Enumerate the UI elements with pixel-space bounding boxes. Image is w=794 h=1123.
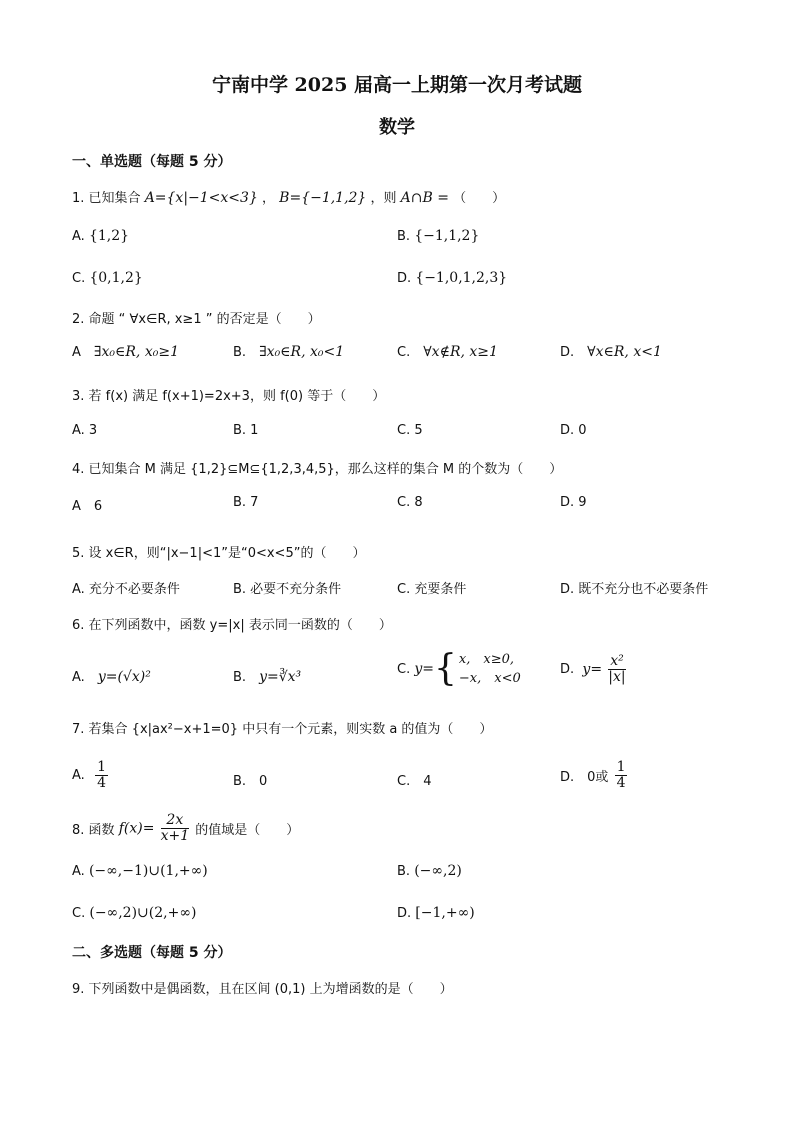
q7-option-b: B. 0 xyxy=(233,774,268,789)
q7-option-c: C. 4 xyxy=(397,774,432,789)
q2-option-c xyxy=(397,341,498,360)
q1-prefix: 1. 已知集合 xyxy=(72,191,141,206)
option-value: ∃x₀∈R, x₀≥1 xyxy=(93,344,179,360)
option-lhs: y= xyxy=(582,661,603,678)
q1-sep: ， xyxy=(262,191,276,206)
option-value: {0,1,2} xyxy=(89,270,143,286)
q8-option-b xyxy=(397,863,462,879)
section-heading-single: 一、单选题（每题 5 分） xyxy=(72,154,232,170)
q4-option-b: B. 7 xyxy=(233,495,259,510)
q6-option-b xyxy=(233,666,301,685)
q8-suffix: 的值域是（ ） xyxy=(195,823,300,838)
q8-option-d xyxy=(397,905,475,921)
q7-option-d xyxy=(560,760,629,791)
option-label: D. xyxy=(560,345,575,360)
q7-option-a xyxy=(72,760,110,791)
fraction xyxy=(95,760,108,791)
question-9: 9. 下列函数中是偶函数，且在区间 (0,1) 上为增函数的是（ ） xyxy=(72,982,453,997)
q2-option-b xyxy=(233,341,344,360)
question-2: 2. 命题 “ ∀x∈R, x≥1 ” 的否定是（ ） xyxy=(72,312,321,327)
option-value: ∀x∉R, x≥1 xyxy=(423,344,498,360)
option-label: A. xyxy=(72,768,85,783)
option-label: A xyxy=(72,345,81,360)
option-label: B. xyxy=(397,864,411,879)
question-6: 6. 在下列函数中，函数 y=|x| 表示同一函数的（ ） xyxy=(72,618,392,633)
q6-option-c xyxy=(397,650,521,688)
q1-then: ，则 xyxy=(370,191,397,206)
q5-option-a: A. 充分不必要条件 xyxy=(72,582,180,597)
option-label: D. xyxy=(397,271,412,286)
q3-option-b: B. 1 xyxy=(233,423,259,438)
q5-option-d: D. 既不充分也不必要条件 xyxy=(560,582,709,597)
q1-blank: （ ） xyxy=(453,191,506,206)
q3-option-a: A. 3 xyxy=(72,423,98,438)
option-value: y=∛x³ xyxy=(259,669,302,685)
q8-lhs: f(x)= xyxy=(118,820,155,837)
q4-option-d: D. 9 xyxy=(560,495,587,510)
question-4: 4. 已知集合 M 满足 {1,2}⊆M⊆{1,2,3,4,5}，那么这样的集合 M 的个数为（ ） xyxy=(72,462,563,477)
q8-option-c xyxy=(72,905,196,921)
fraction-numerator: 1 xyxy=(97,759,106,775)
option-label: A. xyxy=(72,670,85,685)
subject-title: 数学 xyxy=(379,117,415,138)
option-label: C. xyxy=(72,906,86,921)
q5-option-c: C. 充要条件 xyxy=(397,582,467,597)
option-value: {1,2} xyxy=(88,228,130,244)
option-label: C. xyxy=(397,345,411,360)
option-label: D. 0或 xyxy=(560,770,609,785)
option-value: (−∞,2) xyxy=(414,863,462,879)
q1-option-c xyxy=(72,270,143,286)
left-brace-icon: { xyxy=(434,648,457,689)
section-heading-multi: 二、多选题（每题 5 分） xyxy=(72,945,232,961)
q1-option-a xyxy=(72,228,129,244)
page-title: 宁南中学 2025 届高一上期第一次月考试题 xyxy=(211,74,583,96)
question-5: 5. 设 x∈R，则“|x−1|<1”是“0<x<5”的（ ） xyxy=(72,546,366,561)
fraction-denominator: 4 xyxy=(97,775,106,791)
option-value: [−1,+∞) xyxy=(415,905,475,921)
q2-option-a xyxy=(72,341,179,360)
option-value: ∀x∈R, x<1 xyxy=(587,344,662,360)
option-label: B. xyxy=(397,229,411,244)
option-label: C. xyxy=(397,661,411,677)
option-value: ∃x₀∈R, x₀<1 xyxy=(259,344,345,360)
question-7: 7. 若集合 {x|ax²−x+1=0} 中只有一个元素，则实数 a 的值为（ ） xyxy=(72,722,493,737)
q8-option-a xyxy=(72,863,208,879)
option-value: {−1,1,2} xyxy=(414,228,480,244)
option-value: (−∞,2)∪(2,+∞) xyxy=(89,905,197,921)
q1-expr: A∩B = xyxy=(400,190,449,206)
q2-option-d xyxy=(560,341,662,360)
fraction-denominator: x+1 xyxy=(160,828,190,844)
q4-option-a: A 6 xyxy=(72,499,103,514)
q4-option-c: C. 8 xyxy=(397,495,423,510)
piecewise-row-1: x, x≥0, xyxy=(458,652,514,667)
option-label: D. xyxy=(397,906,412,921)
option-label: C. xyxy=(72,271,86,286)
q3-option-d: D. 0 xyxy=(560,423,587,438)
q1-set-b: B={−1,1,2} xyxy=(279,190,367,206)
q5-option-b: B. 必要不充分条件 xyxy=(233,582,342,597)
fraction xyxy=(161,813,190,844)
option-value: {−1,0,1,2,3} xyxy=(415,270,508,286)
fraction-numerator: 2x xyxy=(161,813,190,829)
fraction xyxy=(615,760,628,791)
option-lhs: y= xyxy=(414,661,434,677)
option-label: A. xyxy=(72,229,85,244)
q8-prefix: 8. 函数 xyxy=(72,823,115,838)
q3-option-c: C. 5 xyxy=(397,423,423,438)
q6-option-d xyxy=(560,654,628,685)
fraction-denominator: |x| xyxy=(608,669,626,685)
option-label: A. xyxy=(72,864,85,879)
fraction xyxy=(608,654,626,685)
option-label: D. xyxy=(560,662,575,677)
piecewise-row-2: −x, x<0 xyxy=(458,671,521,686)
question-8 xyxy=(72,813,299,844)
fraction-numerator: x² xyxy=(610,653,624,669)
option-value: y=(√x)² xyxy=(97,669,151,685)
option-value: (−∞,−1)∪(1,+∞) xyxy=(88,863,208,879)
q1-option-b xyxy=(397,228,479,244)
option-label: B. xyxy=(233,670,247,685)
question-3: 3. 若 f(x) 满足 f(x+1)=2x+3，则 f(0) 等于（ ） xyxy=(72,389,386,404)
q1-option-d xyxy=(397,270,507,286)
q6-option-a xyxy=(72,666,151,685)
q1-set-a: A={x|−1<x<3} xyxy=(144,190,258,206)
fraction-numerator: 1 xyxy=(616,759,626,775)
fraction-denominator: 4 xyxy=(616,775,626,791)
question-1 xyxy=(72,187,505,206)
option-label: B. xyxy=(233,345,247,360)
